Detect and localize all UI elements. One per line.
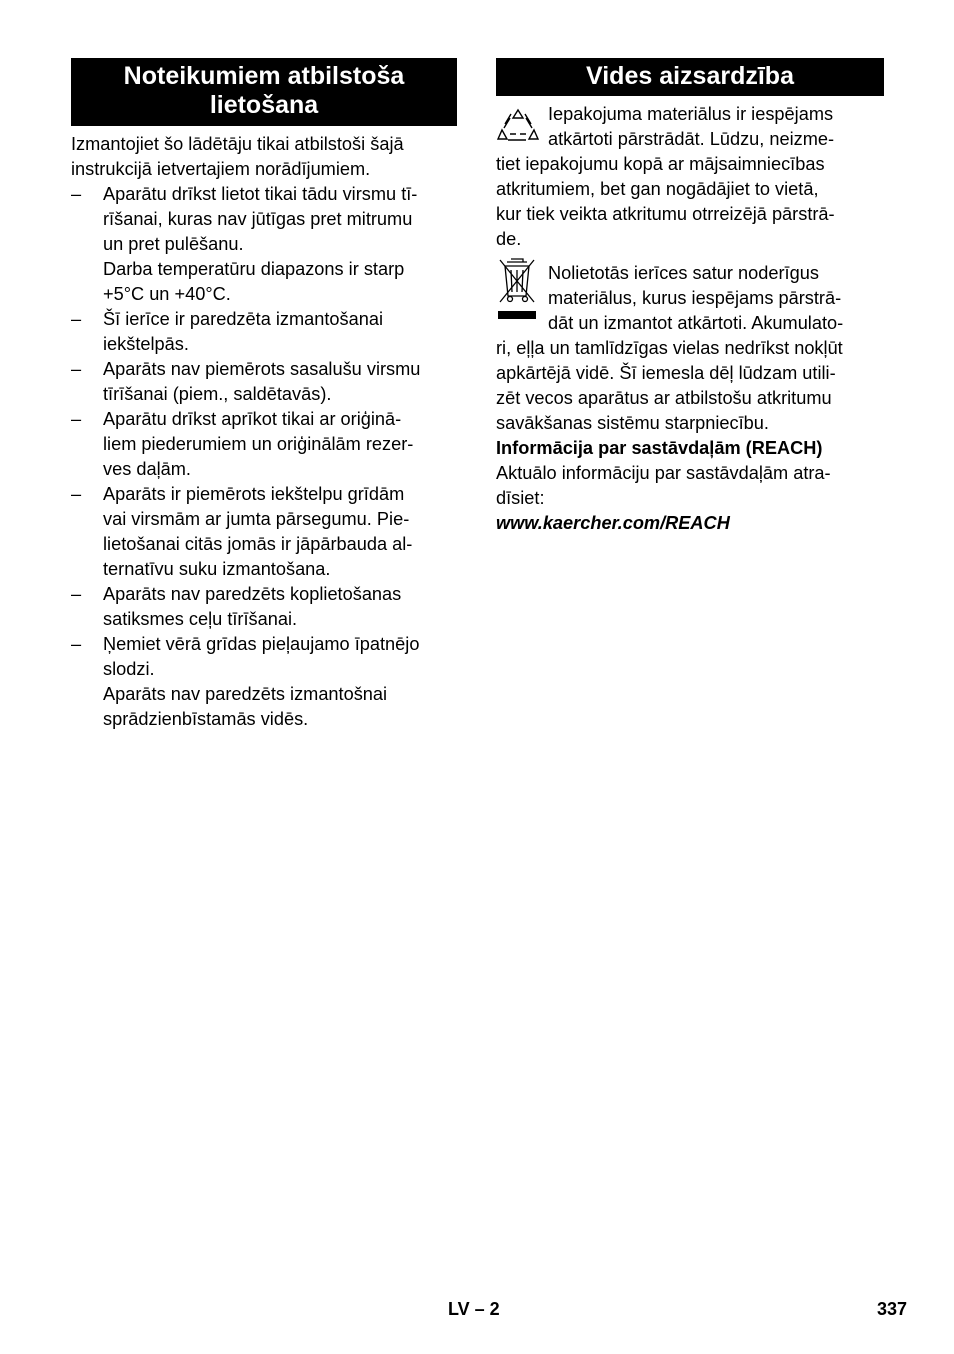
weee-line: dāt un izmantot atkārtoti. Akumulato- [548,313,844,333]
reach-link[interactable]: www.kaercher.com/REACH [496,513,730,533]
list-item-line [71,607,461,632]
intro-line: Izmantojiet šo lādētāju tikai atbilstoši šajā [71,134,404,154]
packaging-line: Iepakojuma materiālus ir iespējams [548,104,834,124]
list-item-text: ves daļām. [103,459,191,479]
list-item-text: un pret pulēšanu. [103,234,244,254]
list-item-note: Aparāts nav paredzēts izmantošnai [103,684,388,704]
weee-line: zēt vecos aparātus ar atbilstošu atkritumu [496,388,832,408]
heading-line: Vides aizsardzība [586,62,794,90]
footer-page-number: 337 [877,1299,908,1319]
list-item-line [71,232,461,257]
list-item-text: vai virsmām ar jumta pārsegumu. Pie- [103,509,410,529]
weee-line: Nolietotās ierīces satur noderīgus [548,263,819,283]
list-dash: – [71,409,82,429]
weee-line: materiālus, kurus iespējams pārstrā- [548,288,842,308]
intro-line: instrukcijā ietvertajiem norādījumiem. [71,159,371,179]
weee-line: ri, eļļa un tamlīdzīgas vielas nedrīkst nokļūt [496,338,843,358]
list-item-line [71,657,461,682]
section-heading-intended-use [71,58,457,126]
packaging-text [496,102,888,252]
heading-line: lietošana [209,91,319,119]
list-item-line [71,532,461,557]
list-item-line [71,357,461,382]
reach-line: Aktuālo informāciju par sastāvdaļām atra- [496,463,831,483]
list-item-text: Aparāts nav paredzēts koplietošanas [103,584,402,604]
footer-language-page: LV – 2 [448,1299,500,1319]
packaging-line: atkārtoti pārstrādāt. Lūdzu, neizme- [548,129,835,149]
list-item-text: slodzi. [103,659,155,679]
list-item-line [71,332,461,357]
packaging-line: kur tiek veikta atkritumu otrreizējā pārstrā- [496,204,835,224]
heading-line: Noteikumiem atbilstoša [123,62,405,90]
list-dash: – [71,584,82,604]
list-item-line [71,182,461,207]
list-dash: – [71,184,82,204]
list-item-line [71,557,461,582]
list-item-note: +5°C un +40°C. [103,284,231,304]
list-item-text: satiksmes ceļu tīrīšanai. [103,609,298,629]
list-item-text: Ņemiet vērā grīdas pieļaujamo īpatnējo [103,634,420,654]
list-item-text: Aparātu drīkst lietot tikai tādu virsmu tī- [103,184,418,204]
intended-use-text [71,132,461,732]
list-item-note: sprādzienbīstamās vidēs. [103,709,309,729]
list-dash: – [71,309,82,329]
list-item-text: ternatīvu suku izmantošana. [103,559,331,579]
list-item-line [71,307,461,332]
list-item-text: Šī ierīce ir paredzēta izmantošanai [103,309,384,329]
list-item-line [71,507,461,532]
list-item-text: Aparātu drīkst aprīkot tikai ar oriģinā- [103,409,402,429]
list-item-line [71,632,461,657]
list-item-text: tīrīšanai (piem., saldētavās). [103,384,332,404]
list-item-line [71,382,461,407]
list-item-text: iekštelpās. [103,334,189,354]
weee-line: savākšanas sistēmu starpniecību. [496,413,769,433]
list-item-line [71,207,461,232]
reach-line: dīsiet: [496,488,545,508]
section-heading-environment [496,58,884,96]
list-item-line [71,582,461,607]
list-item-text: lietošanai citās jomās ir jāpārbauda al- [103,534,413,554]
usage-list [71,182,461,732]
list-item-text: liem piederumiem un oriģinālām rezer- [103,434,414,454]
weee-line: apkārtējā vidē. Šī iemesla dēļ lūdzam utili- [496,363,836,383]
packaging-line: tiet iepakojumu kopā ar mājsaimniecības [496,154,825,174]
reach-heading: Informācija par sastāvdaļām (REACH) [496,438,823,458]
list-dash: – [71,634,82,654]
list-item-line [71,432,461,457]
list-item-text: Aparāts nav piemērots sasalušu virsmu [103,359,421,379]
list-item-line [71,482,461,507]
list-item-line [71,457,461,482]
list-item-line [71,407,461,432]
packaging-line: atkritumiem, bet gan nogādājiet to vietā, [496,179,819,199]
list-dash: – [71,359,82,379]
list-item-note: Darba temperatūru diapazons ir starp [103,259,405,279]
weee-text [496,261,888,536]
packaging-line: de. [496,229,522,249]
list-item-text: Aparāts ir piemērots iekštelpu grīdām [103,484,405,504]
list-item-text: rīšanai, kuras nav jūtīgas pret mitrumu [103,209,413,229]
list-dash: – [71,484,82,504]
